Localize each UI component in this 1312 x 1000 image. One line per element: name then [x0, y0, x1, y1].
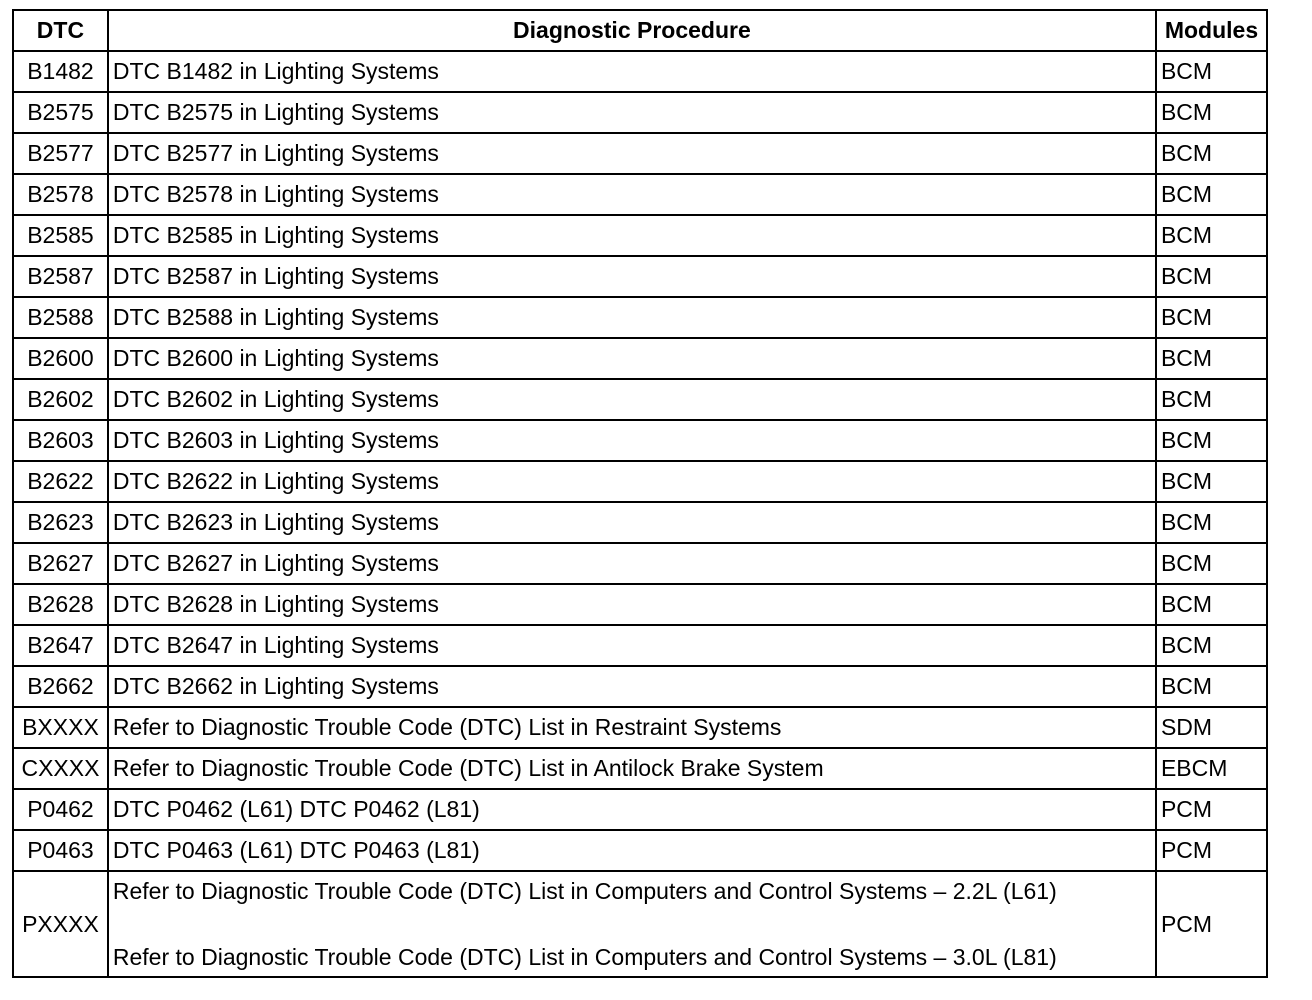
dtc-code: B2602: [14, 380, 107, 419]
module-name: BCM: [1157, 93, 1266, 132]
module-name: BCM: [1157, 52, 1266, 91]
procedure-cell: DTC B2647 in Lighting Systems: [109, 626, 1155, 665]
procedure-cell: DTC B2578 in Lighting Systems: [109, 175, 1155, 214]
module-name: BCM: [1157, 380, 1266, 419]
procedure-cell: DTC B2603 in Lighting Systems: [109, 421, 1155, 460]
table-row: [14, 298, 1266, 337]
table-row: [14, 175, 1266, 214]
procedure-cell: DTC B2575 in Lighting Systems: [109, 93, 1155, 132]
table-row: [14, 503, 1266, 542]
module-name: BCM: [1157, 134, 1266, 173]
table-row: [14, 134, 1266, 173]
dtc-code: B2647: [14, 626, 107, 665]
module-name: BCM: [1157, 298, 1266, 337]
module-name: BCM: [1157, 544, 1266, 583]
dtc-code: B1482: [14, 52, 107, 91]
table-row: [14, 52, 1266, 91]
table-body: [14, 52, 1266, 976]
procedure-cell: DTC B2622 in Lighting Systems: [109, 462, 1155, 501]
procedure-cell: Refer to Diagnostic Trouble Code (DTC) List in Restraint Systems: [109, 708, 1155, 747]
module-name: BCM: [1157, 339, 1266, 378]
module-name: PCM: [1157, 790, 1266, 829]
dtc-code: B2603: [14, 421, 107, 460]
procedure-cell: DTC B1482 in Lighting Systems: [109, 52, 1155, 91]
dtc-code: B2622: [14, 462, 107, 501]
procedure-cell: DTC B2602 in Lighting Systems: [109, 380, 1155, 419]
table-row: [14, 626, 1266, 665]
procedure-cell: DTC P0463 (L61) DTC P0463 (L81): [109, 831, 1155, 870]
module-name: BCM: [1157, 626, 1266, 665]
table-row: [14, 831, 1266, 870]
dtc-code: B2628: [14, 585, 107, 624]
module-name: BCM: [1157, 462, 1266, 501]
dtc-code: B2662: [14, 667, 107, 706]
procedure-cell: DTC B2662 in Lighting Systems: [109, 667, 1155, 706]
procedure-cell: DTC B2627 in Lighting Systems: [109, 544, 1155, 583]
module-name: PCM: [1157, 831, 1266, 870]
module-name: BCM: [1157, 585, 1266, 624]
dtc-code: B2588: [14, 298, 107, 337]
table-row: [14, 93, 1266, 132]
table-row: [14, 544, 1266, 583]
dtc-code: PXXXX: [14, 872, 107, 976]
header-diagnostic-procedure: Diagnostic Procedure: [109, 11, 1155, 50]
procedure-cell: [109, 872, 1155, 976]
dtc-code: B2577: [14, 134, 107, 173]
module-name: EBCM: [1157, 749, 1266, 788]
table-row: [14, 585, 1266, 624]
dtc-code: P0463: [14, 831, 107, 870]
module-name: BCM: [1157, 175, 1266, 214]
procedure-cell: DTC B2587 in Lighting Systems: [109, 257, 1155, 296]
dtc-code: B2575: [14, 93, 107, 132]
table-row: [14, 339, 1266, 378]
table-row: [14, 462, 1266, 501]
module-name: BCM: [1157, 503, 1266, 542]
procedure-cell: DTC B2585 in Lighting Systems: [109, 216, 1155, 255]
module-name: BCM: [1157, 216, 1266, 255]
table-row: [14, 667, 1266, 706]
table-row: [14, 749, 1266, 788]
dtc-code: B2623: [14, 503, 107, 542]
table-row: [14, 790, 1266, 829]
procedure-cell: DTC B2588 in Lighting Systems: [109, 298, 1155, 337]
table-row: [14, 257, 1266, 296]
procedure-cell: DTC B2623 in Lighting Systems: [109, 503, 1155, 542]
table-row: [14, 421, 1266, 460]
dtc-table: [12, 9, 1268, 978]
dtc-code: P0462: [14, 790, 107, 829]
procedure-line: Refer to Diagnostic Trouble Code (DTC) List in Computers and Control Systems – 2.2L (L61): [112, 878, 1057, 904]
header-dtc: DTC: [14, 11, 107, 50]
module-name: SDM: [1157, 708, 1266, 747]
dtc-code: B2600: [14, 339, 107, 378]
dtc-code: B2587: [14, 257, 107, 296]
procedure-cell: Refer to Diagnostic Trouble Code (DTC) List in Antilock Brake System: [109, 749, 1155, 788]
dtc-code: B2627: [14, 544, 107, 583]
table-row: [14, 216, 1266, 255]
header-modules: Modules: [1157, 11, 1266, 50]
table-row: [14, 380, 1266, 419]
procedure-line: Refer to Diagnostic Trouble Code (DTC) List in Computers and Control Systems – 3.0L (L81): [112, 944, 1057, 970]
dtc-code: CXXXX: [14, 749, 107, 788]
dtc-code: B2578: [14, 175, 107, 214]
table-header-row: [14, 11, 1266, 50]
table-row: [14, 708, 1266, 747]
dtc-code: B2585: [14, 216, 107, 255]
procedure-cell: DTC P0462 (L61) DTC P0462 (L81): [109, 790, 1155, 829]
procedure-cell: DTC B2628 in Lighting Systems: [109, 585, 1155, 624]
module-name: BCM: [1157, 421, 1266, 460]
procedure-cell: DTC B2577 in Lighting Systems: [109, 134, 1155, 173]
module-name: BCM: [1157, 667, 1266, 706]
procedure-cell: DTC B2600 in Lighting Systems: [109, 339, 1155, 378]
table-row-pxxxx: [14, 872, 1266, 976]
module-name: BCM: [1157, 257, 1266, 296]
module-name: PCM: [1157, 872, 1266, 976]
dtc-code: BXXXX: [14, 708, 107, 747]
